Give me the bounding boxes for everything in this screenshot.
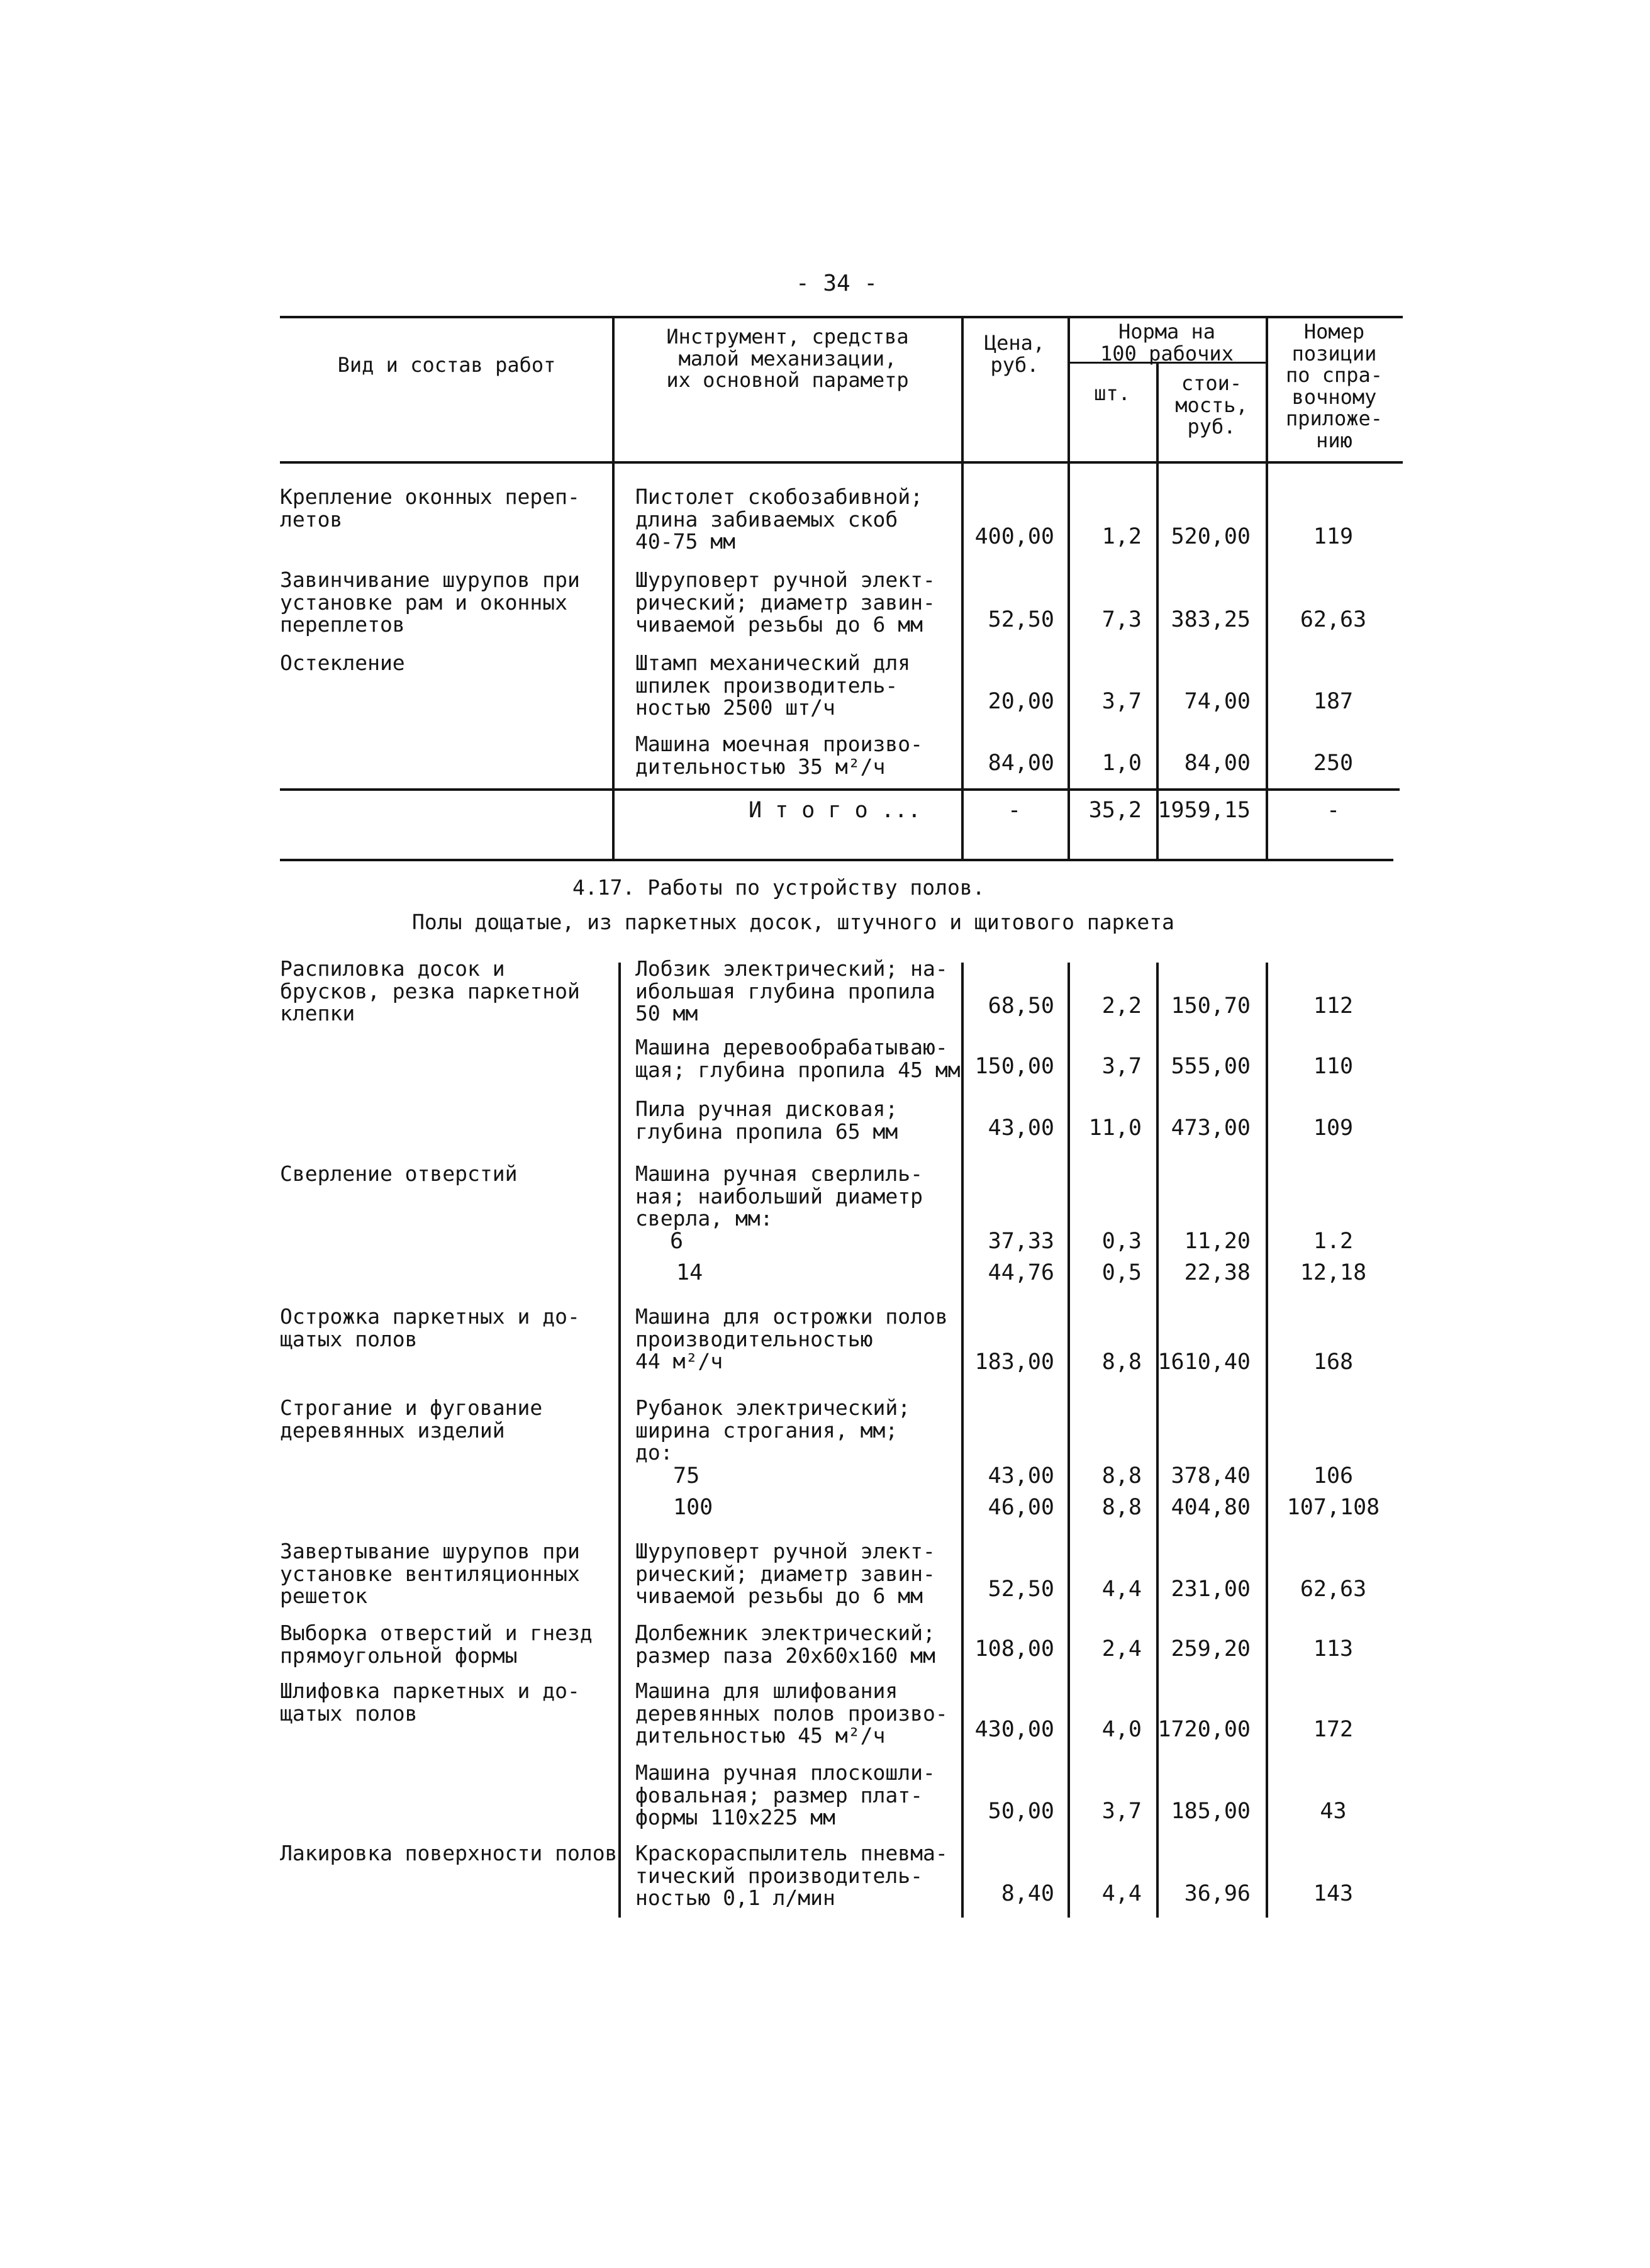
cost-value: 383,25: [1171, 607, 1251, 632]
reference-number: 112: [1313, 993, 1354, 1019]
quantity-value: 8,8: [1101, 1463, 1142, 1489]
header-norm: Норма на 100 рабочих: [1100, 320, 1234, 366]
header-tool: Инструмент, средства малой механизации, их основной параметр: [666, 325, 909, 393]
price-value: 430,00: [974, 1717, 1054, 1742]
cost-value: 1610,40: [1157, 1349, 1251, 1375]
total-label: И т о г о ...: [749, 798, 921, 823]
reference-number: 62,63: [1300, 1577, 1367, 1602]
cost-value: 259,20: [1171, 1636, 1251, 1662]
reference-number: 119: [1313, 524, 1354, 549]
quantity-value: 4,0: [1101, 1717, 1142, 1742]
price-value: 108,00: [974, 1636, 1054, 1662]
tool-description: Пистолет скобозабивной; длина забиваемых скоб 40-75 мм: [635, 484, 923, 554]
price-value: 183,00: [974, 1349, 1054, 1375]
tool-description: Шуруповерт ручной элект- рический; диаметр завин- чиваемой резьбы до 6 мм: [635, 1539, 935, 1609]
reference-number: 109: [1313, 1115, 1354, 1141]
section-subtitle: Полы дощатые, из паркетных досок, штучного и щитового паркета: [412, 910, 1174, 934]
header-cost: стои- мость, руб.: [1175, 371, 1248, 439]
work-type: Лакировка поверхности полов: [280, 1841, 618, 1865]
cost-value: 22,38: [1184, 1260, 1251, 1285]
header-work-type: Вид и состав работ: [337, 353, 556, 377]
section-title: 4.17. Работы по устройству полов.: [572, 875, 985, 900]
quantity-value: 8,8: [1101, 1495, 1142, 1520]
cost-value: 84,00: [1184, 751, 1251, 776]
work-type: Сверление отверстий: [280, 1161, 518, 1186]
tool-description: Лобзик электрический; на- ибольшая глубина пропила 50 мм: [635, 956, 948, 1026]
price-value: 400,00: [974, 524, 1054, 549]
cost-value: 378,40: [1171, 1463, 1251, 1489]
tool-description: 6: [670, 1229, 684, 1254]
work-type: Остекление: [280, 651, 405, 675]
header-quantity: шт.: [1094, 381, 1130, 405]
total-reference: -: [1326, 798, 1341, 823]
price-value: 43,00: [988, 1115, 1054, 1141]
quantity-value: 3,7: [1101, 1799, 1142, 1824]
tool-description: Машина ручная сверлиль- ная; наибольший диаметр сверла, мм:: [635, 1161, 923, 1231]
tool-description: Рубанок электрический; ширина строгания, мм; до:: [635, 1395, 911, 1465]
quantity-value: 3,7: [1101, 1054, 1142, 1079]
tool-description: Машина для острожки полов производительностью 44 м²/ч: [635, 1304, 948, 1374]
reference-number: 113: [1313, 1636, 1354, 1662]
work-type: Завертывание шурупов при установке вентиляционных решеток: [280, 1539, 580, 1609]
reference-number: 107,108: [1286, 1495, 1380, 1520]
tool-description: Долбежник электрический; размер паза 20х60х160 мм: [635, 1621, 935, 1668]
reference-number: 143: [1313, 1881, 1354, 1906]
quantity-value: 4,4: [1101, 1881, 1142, 1906]
price-value: 150,00: [974, 1054, 1054, 1079]
total-cost: 1959,15: [1157, 798, 1251, 823]
price-value: 43,00: [988, 1463, 1054, 1489]
work-type: Шлифовка паркетных и до- щатых полов: [280, 1679, 580, 1726]
reference-number: 43: [1320, 1799, 1347, 1824]
quantity-value: 0,5: [1101, 1260, 1142, 1285]
total-price: -: [1007, 798, 1022, 823]
work-type: Крепление оконных переп- летов: [280, 484, 580, 532]
reference-number: 187: [1313, 689, 1354, 714]
reference-number: 1.2: [1313, 1229, 1354, 1254]
cost-value: 11,20: [1184, 1229, 1251, 1254]
tool-description: 75: [673, 1463, 700, 1489]
cost-value: 185,00: [1171, 1799, 1251, 1824]
tool-description: Краскораспылитель пневма- тический производитель- ностью 0,1 л/мин: [635, 1841, 948, 1911]
price-value: 52,50: [988, 607, 1054, 632]
quantity-value: 1,0: [1101, 751, 1142, 776]
reference-number: 250: [1313, 751, 1354, 776]
cost-value: 473,00: [1171, 1115, 1251, 1141]
price-value: 44,76: [988, 1260, 1054, 1285]
work-type: Острожка паркетных и до- щатых полов: [280, 1304, 580, 1351]
quantity-value: 7,3: [1101, 607, 1142, 632]
price-value: 84,00: [988, 751, 1054, 776]
tool-description: Машина моечная произво- дительностью 35 м²/ч: [635, 732, 923, 779]
cost-value: 36,96: [1184, 1881, 1251, 1906]
tool-description: Машина для шлифования деревянных полов произво- дительностью 45 м²/ч: [635, 1679, 948, 1748]
quantity-value: 2,2: [1101, 993, 1142, 1019]
quantity-value: 3,7: [1101, 689, 1142, 714]
quantity-value: 4,4: [1101, 1577, 1142, 1602]
cost-value: 150,70: [1171, 993, 1251, 1019]
page-number: - 34 -: [795, 271, 878, 296]
cost-value: 1720,00: [1157, 1717, 1251, 1742]
work-type: Распиловка досок и брусков, резка паркетной клепки: [280, 956, 580, 1026]
quantity-value: 1,2: [1101, 524, 1142, 549]
price-value: 20,00: [988, 689, 1054, 714]
tool-description: 14: [676, 1260, 703, 1285]
quantity-value: 8,8: [1101, 1349, 1142, 1375]
price-value: 52,50: [988, 1577, 1054, 1602]
price-value: 37,33: [988, 1229, 1054, 1254]
price-value: 46,00: [988, 1495, 1054, 1520]
quantity-value: 11,0: [1088, 1115, 1142, 1141]
work-type: Завинчивание шурупов при установке рам и оконных переплетов: [280, 567, 580, 637]
tool-description: Штамп механический для шпилек производитель- ностью 2500 шт/ч: [635, 651, 911, 720]
tool-description: Пила ручная дисковая; глубина пропила 65 мм: [635, 1097, 898, 1144]
reference-number: 110: [1313, 1054, 1354, 1079]
reference-number: 62,63: [1300, 607, 1367, 632]
quantity-value: 2,4: [1101, 1636, 1142, 1662]
tool-description: Шуруповерт ручной элект- рический; диаметр завин- чиваемой резьбы до 6 мм: [635, 567, 935, 637]
tool-description: Машина деревообрабатываю- щая; глубина пропила 45 мм: [635, 1035, 961, 1082]
price-value: 50,00: [988, 1799, 1054, 1824]
cost-value: 520,00: [1171, 524, 1251, 549]
price-value: 68,50: [988, 993, 1054, 1019]
header-price: Цена, руб.: [984, 331, 1045, 377]
tool-description: 100: [673, 1495, 713, 1520]
reference-number: 168: [1313, 1349, 1354, 1375]
reference-number: 106: [1313, 1463, 1354, 1489]
tool-description: Машина ручная плоскошли- фовальная; размер плат- формы 110х225 мм: [635, 1760, 935, 1830]
quantity-value: 0,3: [1101, 1229, 1142, 1254]
cost-value: 74,00: [1184, 689, 1251, 714]
total-quantity: 35,2: [1088, 798, 1142, 823]
price-value: 8,40: [1001, 1881, 1054, 1906]
work-type: Строгание и фугование деревянных изделий: [280, 1395, 543, 1443]
reference-number: 12,18: [1300, 1260, 1367, 1285]
header-reference: Номер позиции по спра- вочному приложе- нию: [1285, 320, 1383, 452]
cost-value: 231,00: [1171, 1577, 1251, 1602]
reference-number: 172: [1313, 1717, 1354, 1742]
cost-value: 404,80: [1171, 1495, 1251, 1520]
work-type: Выборка отверстий и гнезд прямоугольной формы: [280, 1621, 593, 1668]
cost-value: 555,00: [1171, 1054, 1251, 1079]
